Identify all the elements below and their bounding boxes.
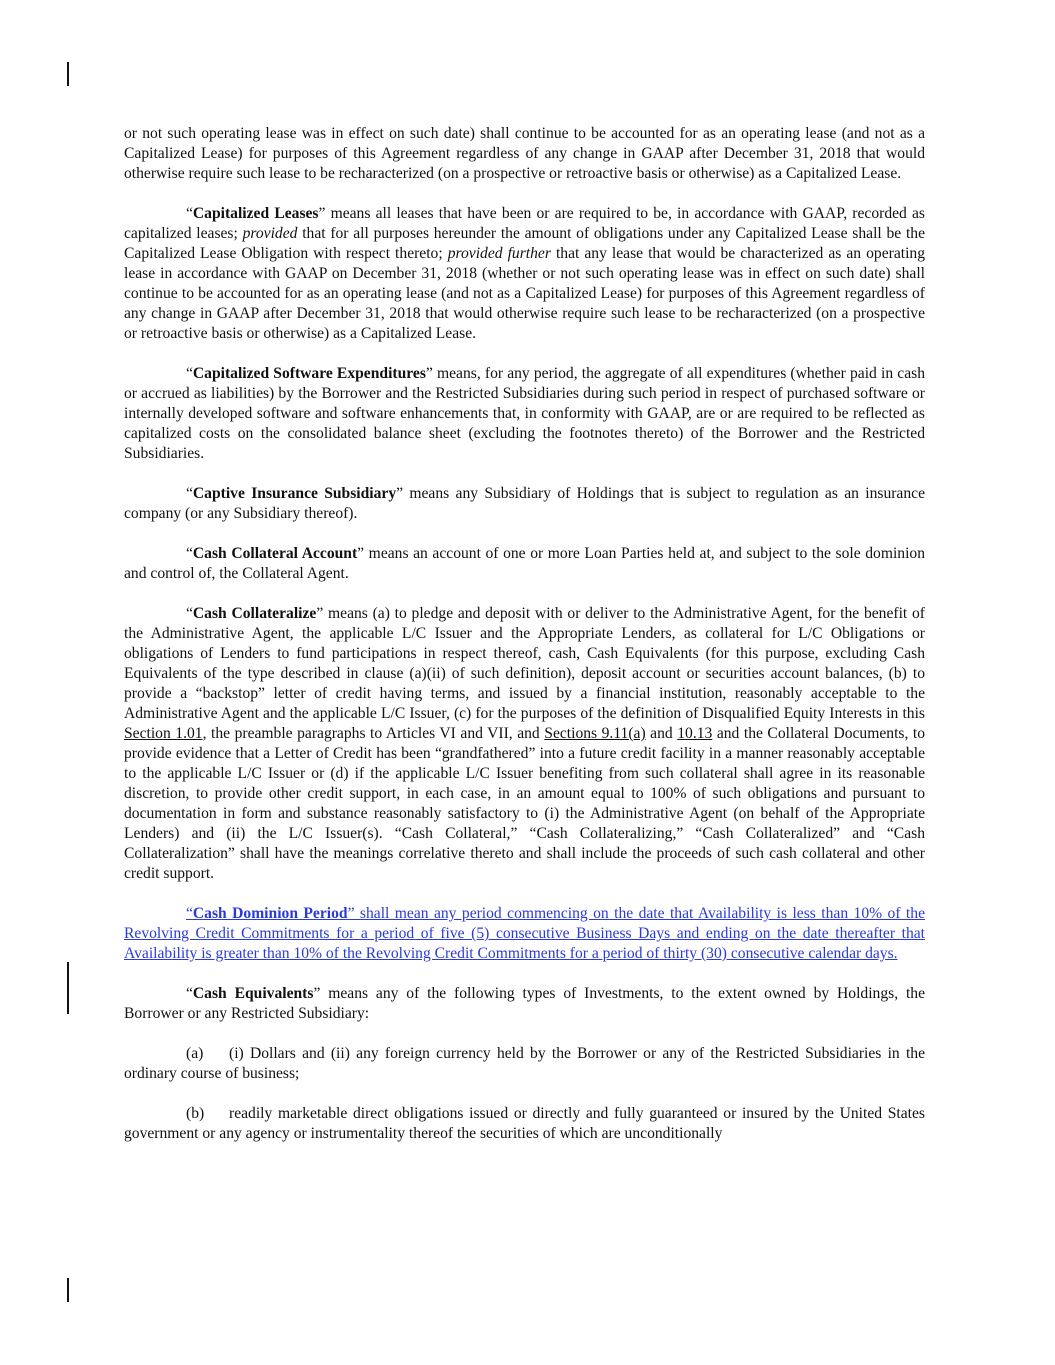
defined-term: Capitalized Software Expenditures bbox=[192, 365, 426, 382]
open-quote: “ bbox=[186, 985, 193, 1002]
definition-text: ” means an account of one or more Loan Parties held at, and subject to the sole dominion and control of, the Collateral Agent. bbox=[124, 545, 925, 582]
defined-term: Capitalized Leases bbox=[192, 205, 319, 222]
definition-captive-insurance-subsidiary bbox=[124, 484, 925, 524]
section-reference: Section 1.01 bbox=[124, 725, 203, 742]
open-quote: “ bbox=[186, 905, 193, 922]
list-item-a bbox=[124, 1044, 925, 1084]
list-label: (b) bbox=[186, 1105, 205, 1122]
list-text: (i) Dollars and (ii) any foreign currency held by the Borrower or any of the Restricted Subsidiaries in the ordinary course of business; bbox=[124, 1045, 925, 1082]
definition-capitalized-leases bbox=[124, 204, 925, 344]
definition-text: ” means (a) to pledge and deposit with or deliver to the Administrative Agent, for the benefit of the Administrative Agent, the applicable L/C Issuer and the Appropriate Lenders, as collateral for L/C Obligations or obligations of Lenders to fund participations in respect thereof, cash, Cash Equivalents (for this purpose, excluding Cash Equivalents of the type described in clause (a)(ii) of such definition), deposit account or securities account balances, (b) to provide a “backstop” letter of credit having terms, and issued by a financial institution, reasonably acceptable to the Administrative Agent and the applicable L/C Issuer, (c) for the purposes of the definition of Disqualified Equity Interests in this bbox=[124, 605, 925, 722]
definition-cash-equivalents bbox=[124, 984, 925, 1024]
change-bar-bottom bbox=[67, 1278, 69, 1302]
definition-cash-collateral-account bbox=[124, 544, 925, 584]
section-reference: Sections 9.11(a) bbox=[544, 725, 646, 742]
definition-text: ” means any of the following types of Investments, to the extent owned by Holdings, the Borrower or any Restricted Subsidiary: bbox=[124, 985, 926, 1022]
open-quote: “ bbox=[186, 545, 193, 562]
definition-cash-dominion-period-inserted bbox=[124, 904, 925, 964]
list-label: (a) bbox=[186, 1045, 204, 1062]
definition-text: ” means all leases that have been or are required to be, in accordance with GAAP, recorded as capitalized leases; bbox=[124, 205, 925, 242]
definition-text: , the preamble paragraphs to Articles VI and VII, and bbox=[202, 725, 545, 742]
definition-cash-collateralize bbox=[124, 604, 925, 884]
defined-term: Cash Dominion Period bbox=[192, 905, 348, 922]
list-item-b bbox=[124, 1104, 925, 1144]
defined-term: Cash Collateral Account bbox=[192, 545, 358, 562]
definition-text: ” means, for any period, the aggregate of all expenditures (whether paid in cash or accrued as liabilities) by the Borrower and the Restricted Subsidiaries during such period in respect of purchased software or internally developed software and software enhancements that, in conformity with GAAP, are or are required to be reflected as capitalized costs on the consolidated balance sheet (excluding the footnotes thereto) of the Borrower and the Restricted Subsidiaries. bbox=[124, 365, 925, 462]
defined-term: Cash Collateralize bbox=[192, 605, 317, 622]
definition-text: and bbox=[645, 725, 678, 742]
definition-text: and the Collateral Documents, to provide evidence that a Letter of Credit has been “grandfathered” into a future credit facility in a manner reasonably acceptable to the applicable L/C Issuer or (d) if the applicable L/C Issuer benefiting from such collateral shall agree in its reasonable discretion, to provide other credit support, in each case, in an amount equal to 100% of such obligations and pursuant to documentation in form and substance reasonably satisfactory to (i) the Administrative Agent (on behalf of the Appropriate Lenders) and (ii) the L/C Issuer(s). “Cash Collateral,” “Cash Collateralizing,” “Cash Collateralized” and “Cash Collateralization” shall have the meanings correlative thereto and shall include the proceeds of such cash collateral and other credit support. bbox=[124, 725, 926, 882]
definition-text: ” shall mean any period commencing on the date that Availability is less than 10% of the Revolving Credit Commitments for a period of five (5) consecutive Business Days and ending on the date thereafter that Availability is greater than 10% of the Revolving Credit Commitments for a period of thirty (30) consecutive calendar days. bbox=[124, 905, 925, 962]
definition-capitalized-software-expenditures bbox=[124, 364, 925, 464]
provided-italic: provided bbox=[242, 225, 298, 242]
open-quote: “ bbox=[186, 365, 193, 382]
paragraph-continuation: or not such operating lease was in effect on such date) shall continue to be accounted for as an operating lease (and not as a Capitalized Lease) for purposes of this Agreement regardless of any change in GAAP after December 31, 2018 that would otherwise require such lease to be recharacterized (on a prospective or retroactive basis or otherwise) as a Capitalized Lease. bbox=[124, 125, 925, 182]
open-quote: “ bbox=[186, 485, 193, 502]
defined-term: Cash Equivalents bbox=[192, 985, 314, 1002]
provided-further-italic: provided further bbox=[447, 245, 551, 262]
document-body bbox=[124, 124, 925, 1144]
defined-term: Captive Insurance Subsidiary bbox=[192, 485, 397, 502]
list-text: readily marketable direct obligations issued or directly and fully guaranteed or insured by the United States government or any agency or instrumentality thereof the securities of which are unconditionally bbox=[124, 1105, 925, 1142]
definition-text: that for all purposes hereunder the amount of obligations under any Capitalized Lease shall be the Capitalized Lease Obligation with respect thereto; bbox=[124, 225, 925, 262]
section-reference: 10.13 bbox=[677, 725, 713, 742]
open-quote: “ bbox=[186, 605, 193, 622]
definition-text: ” means any Subsidiary of Holdings that is subject to regulation as an insurance company (or any Subsidiary thereof). bbox=[124, 485, 925, 522]
change-bar-top bbox=[67, 62, 69, 86]
definition-text: that any lease that would be characterized as an operating lease in accordance with GAAP on December 31, 2018 (whether or not such operating lease was in effect on such date) shall continue to be accounted for as an operating lease (and not as a Capitalized Lease) for purposes of this Agreement regardless of any change in GAAP after December 31, 2018 that would otherwise require such lease to be recharacterized (on a prospective or retroactive basis or otherwise) as a Capitalized Lease. bbox=[124, 245, 925, 342]
open-quote: “ bbox=[186, 205, 193, 222]
change-bar-inserted-definition bbox=[67, 962, 69, 1014]
